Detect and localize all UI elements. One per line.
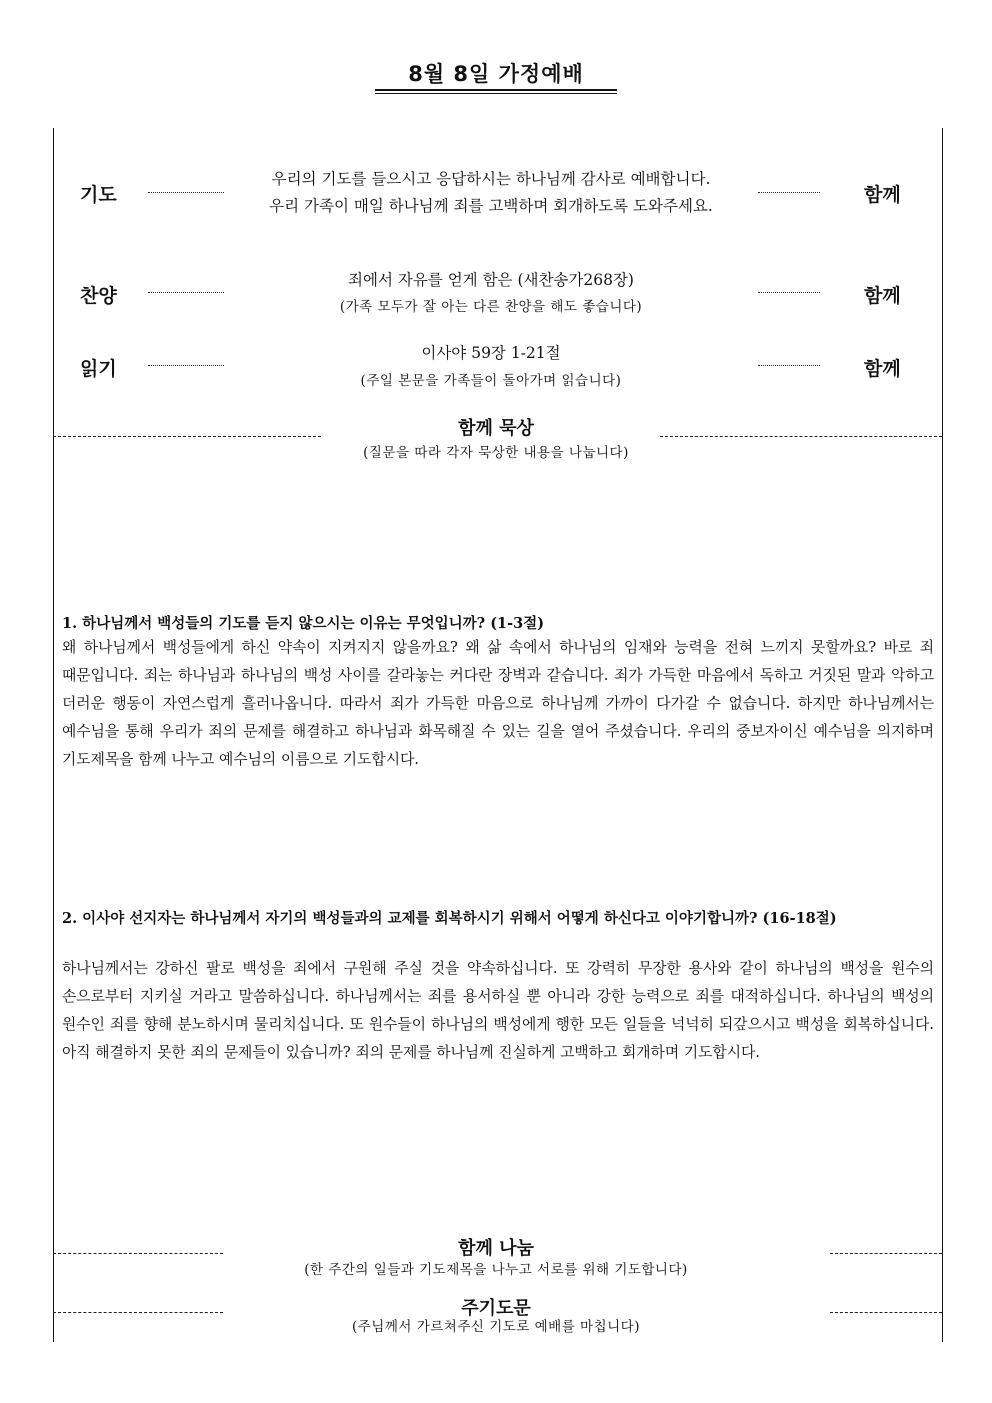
leader-dots [148,365,224,366]
hymn-line-1: 죄에서 자유를 얻게 함은 (새찬송가268장) [348,271,634,289]
answer-2: 하나님께서는 강하신 팔로 백성을 죄에서 구원해 주실 것을 약속하십니다. 또 강력히 무장한 용사와 같이 하나님의 백성을 원수의 손으로부터 지키실 거라고 말씀하십니다. 하나님께서는 죄를 용서하실 뿐 아니라 강한 능력으로 죄를 대적하십니다. 하나님의 백성의 원수인 죄를 향해 분노하시며 물리치십니다. 또 원수들이 하나님의 백성에게 행한 모든 일들을 넉넉히 되갚으시고 백성을 회복하십니다. 아직 해결하지 못한 죄의 문제들이 있습니까? 죄의 문제를 하나님께 진실하게 고백하고 회개하며 기도합시다. [62,960,934,1061]
title-underline [375,89,617,91]
lords-prayer-title: 주기도문 [461,1298,531,1319]
reading-line-1: 이사야 59장 1-21절 [421,344,561,362]
section-divider-right [830,1253,942,1254]
section-divider-right [660,436,942,437]
section-divider-right [830,1312,942,1313]
reading-together: 함께 [864,358,901,380]
page-title: 8월 8일 가정예배 [408,62,584,86]
sharing-title: 함께 나눔 [458,1238,534,1259]
prayer-line-1: 우리의 기도를 들으시고 응답하시는 하나님께 감사로 예배합니다. [271,170,711,188]
reading-line-2: (주일 본문을 가족들이 돌아가며 읽습니다) [360,373,622,389]
leader-dots [758,365,820,366]
reading-label: 읽기 [80,358,117,380]
question-2: 2. 이사야 선지자는 하나님께서 자기의 백성들과의 교제를 회복하시기 위해서 어떻게 하신다고 이야기합니까? (16-18절) [62,910,837,927]
prayer-together: 함께 [864,184,901,206]
leader-dots [758,192,820,193]
leader-dots [148,192,224,193]
section-divider-left [53,1253,223,1254]
section-divider-left [53,1312,223,1313]
lords-prayer-subtitle: (주님께서 가르쳐주신 기도로 예배를 마칩니다) [352,1319,640,1335]
section-divider-left [53,436,321,437]
meditation-title: 함께 묵상 [458,418,534,439]
meditation-subtitle: (질문을 따라 각자 묵상한 내용을 나눕니다) [363,445,629,461]
prayer-label: 기도 [80,184,117,206]
sharing-subtitle: (한 주간의 일들과 기도제목을 나누고 서로를 위해 기도합니다) [304,1262,688,1278]
hymn-line-2: (가족 모두가 잘 아는 다른 찬양을 해도 좋습니다) [339,299,643,315]
hymn-label: 찬양 [80,285,117,307]
prayer-line-2: 우리 가족이 매일 하나님께 죄를 고백하며 회개하도록 도와주세요. [269,197,713,215]
answer-1: 왜 하나님께서 백성들에게 하신 약속이 지켜지지 않을까요? 왜 삶 속에서 하나님의 임재와 능력을 전혀 느끼지 못할까요? 바로 죄 때문입니다. 죄는 하나님과 하나님의 백성 사이를 갈라놓는 커다란 장벽과 같습니다. 죄가 가득한 마음에서 독하고 거짓된 말과 악하고 더러운 행동이 자연스럽게 흘러나옵니다. 따라서 죄가 가득한 마음으로 하나님께 가까이 다가갈 수 없습니다. 하지만 하나님께서는 예수님을 통해 우리가 죄의 문제를 해결하고 하나님과 화목해질 수 있는 길을 열어 주셨습니다. 우리의 중보자이신 예수님을 의지하며 기도제목을 함께 나누고 예수님의 이름으로 기도합시다. [62,639,934,768]
leader-dots [148,292,224,293]
title-underline-thin [375,93,617,94]
question-1: 1. 하나님께서 백성들의 기도를 듣지 않으시는 이유는 무엇입니까? (1-3절) [62,615,545,632]
hymn-together: 함께 [864,285,901,307]
leader-dots [758,292,820,293]
